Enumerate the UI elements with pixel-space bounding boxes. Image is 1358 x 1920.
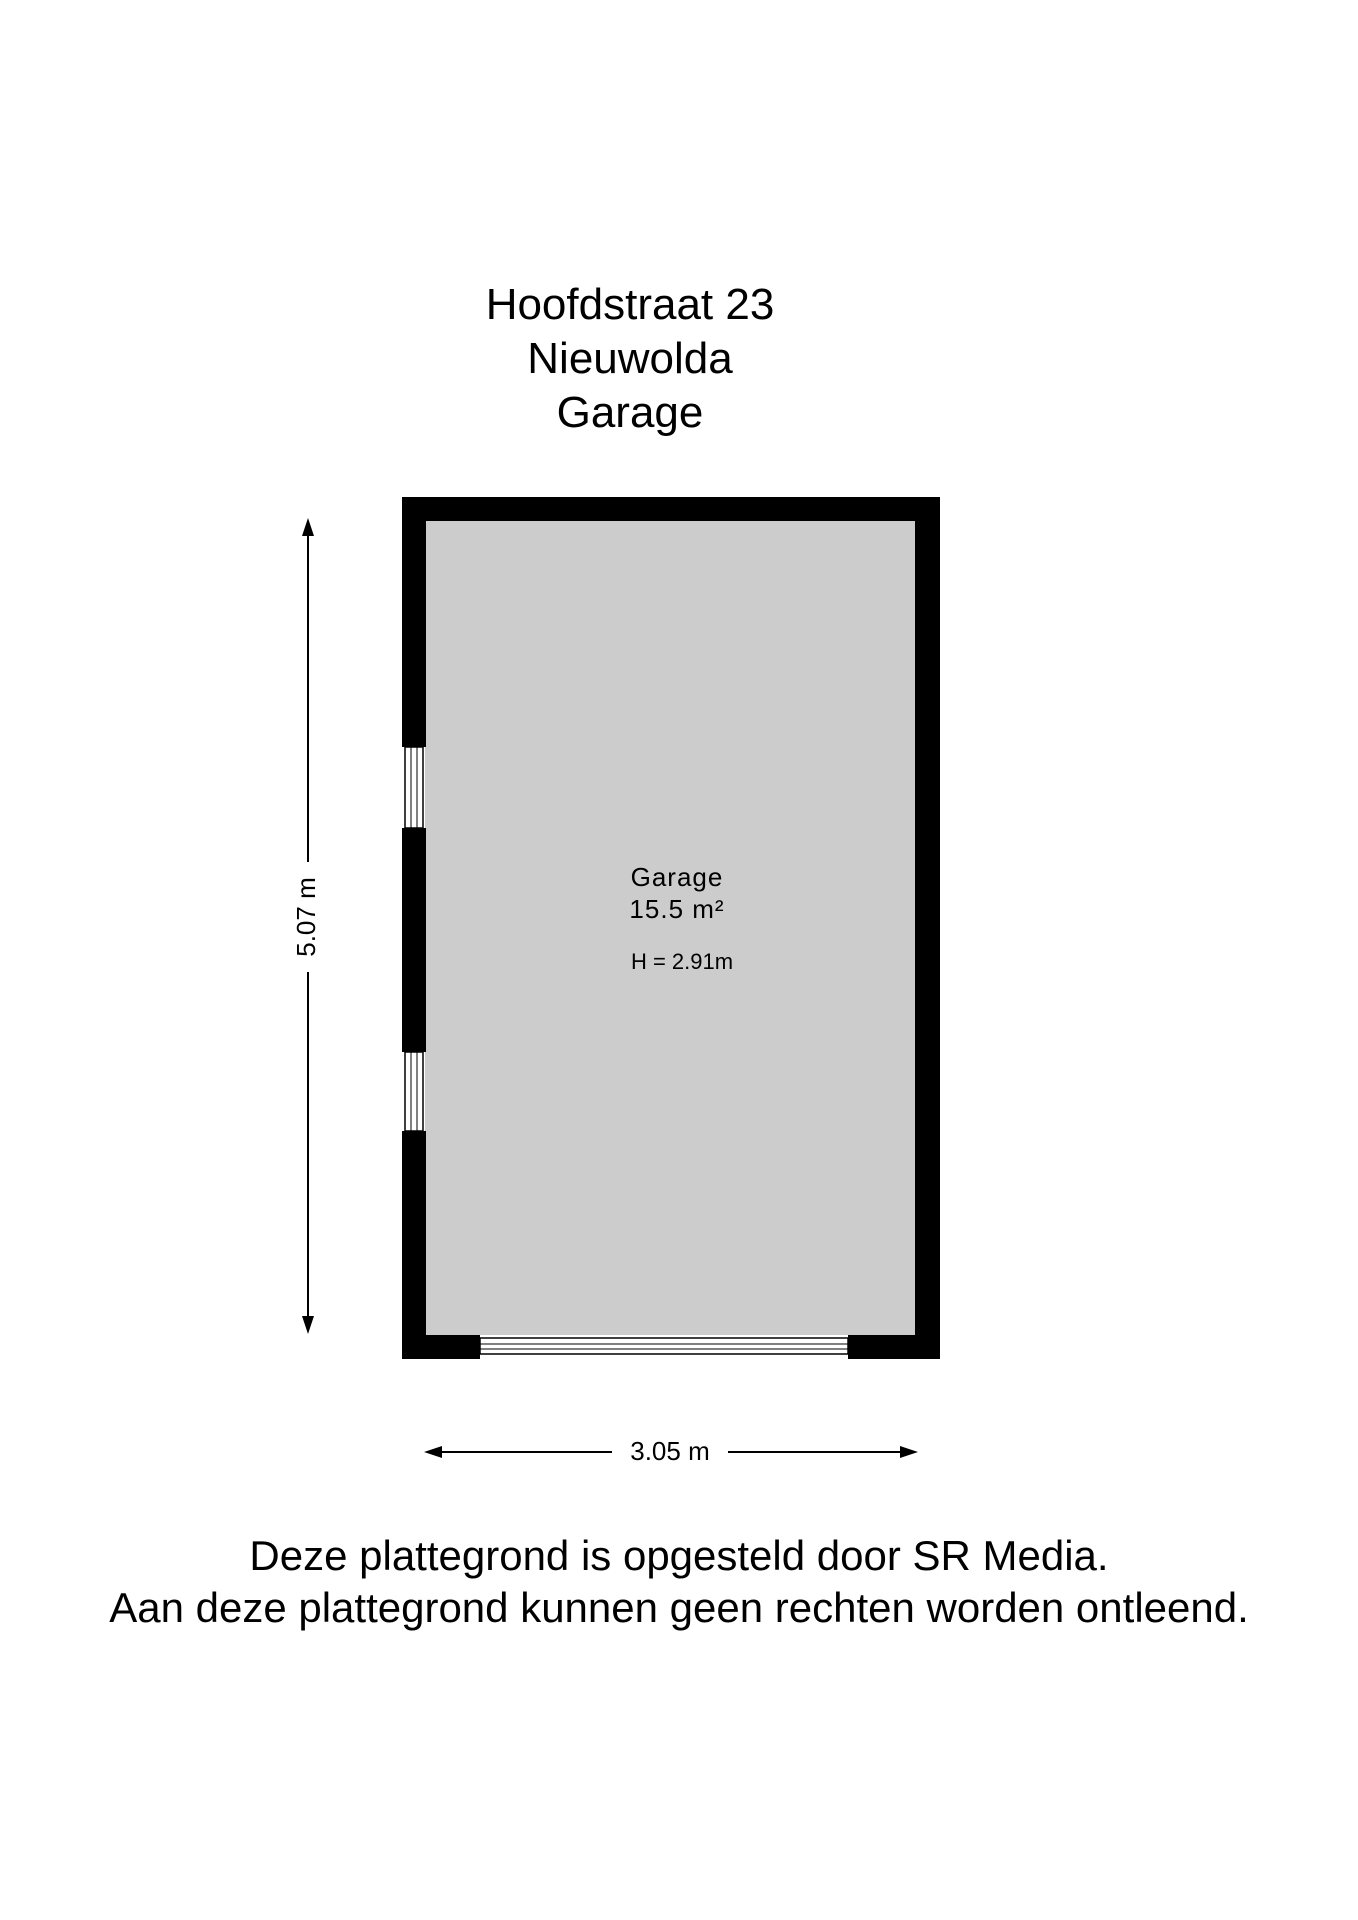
garage-floor — [425, 520, 915, 1335]
wall-left-middle — [402, 828, 426, 1052]
height-dimension — [291, 518, 321, 1334]
arrow-down-icon — [302, 1316, 314, 1334]
garage-door — [480, 1338, 848, 1354]
arrow-left-icon — [424, 1446, 442, 1458]
room-height: H = 2.91m — [630, 949, 734, 974]
height-label: 5.07 m — [290, 877, 321, 957]
window-lower — [405, 1052, 423, 1131]
wall-bottom-right — [848, 1335, 940, 1359]
floor-title: Garage — [556, 388, 704, 437]
wall-left-upper — [402, 497, 426, 747]
width-dimension — [424, 1436, 918, 1466]
wall-top — [402, 497, 940, 521]
room-name: Garage — [630, 862, 724, 892]
disclaimer-line-1: Deze plattegrond is opgesteld door SR Media. — [249, 1532, 1109, 1579]
width-label: 3.05 m — [630, 1435, 710, 1466]
window-upper — [405, 747, 423, 828]
arrow-up-icon — [302, 518, 314, 536]
city-title: Nieuwolda — [527, 334, 733, 383]
disclaimer — [0, 1530, 1358, 1634]
wall-bottom-left — [402, 1335, 480, 1359]
address-title: Hoofdstraat 23 — [485, 280, 775, 329]
disclaimer-line-2: Aan deze plattegrond kunnen geen rechten worden ontleend. — [109, 1584, 1249, 1631]
wall-right — [915, 497, 940, 1359]
wall-left-lower — [402, 1131, 426, 1359]
arrow-right-icon — [900, 1446, 918, 1458]
room-area: 15.5 m² — [629, 894, 725, 924]
